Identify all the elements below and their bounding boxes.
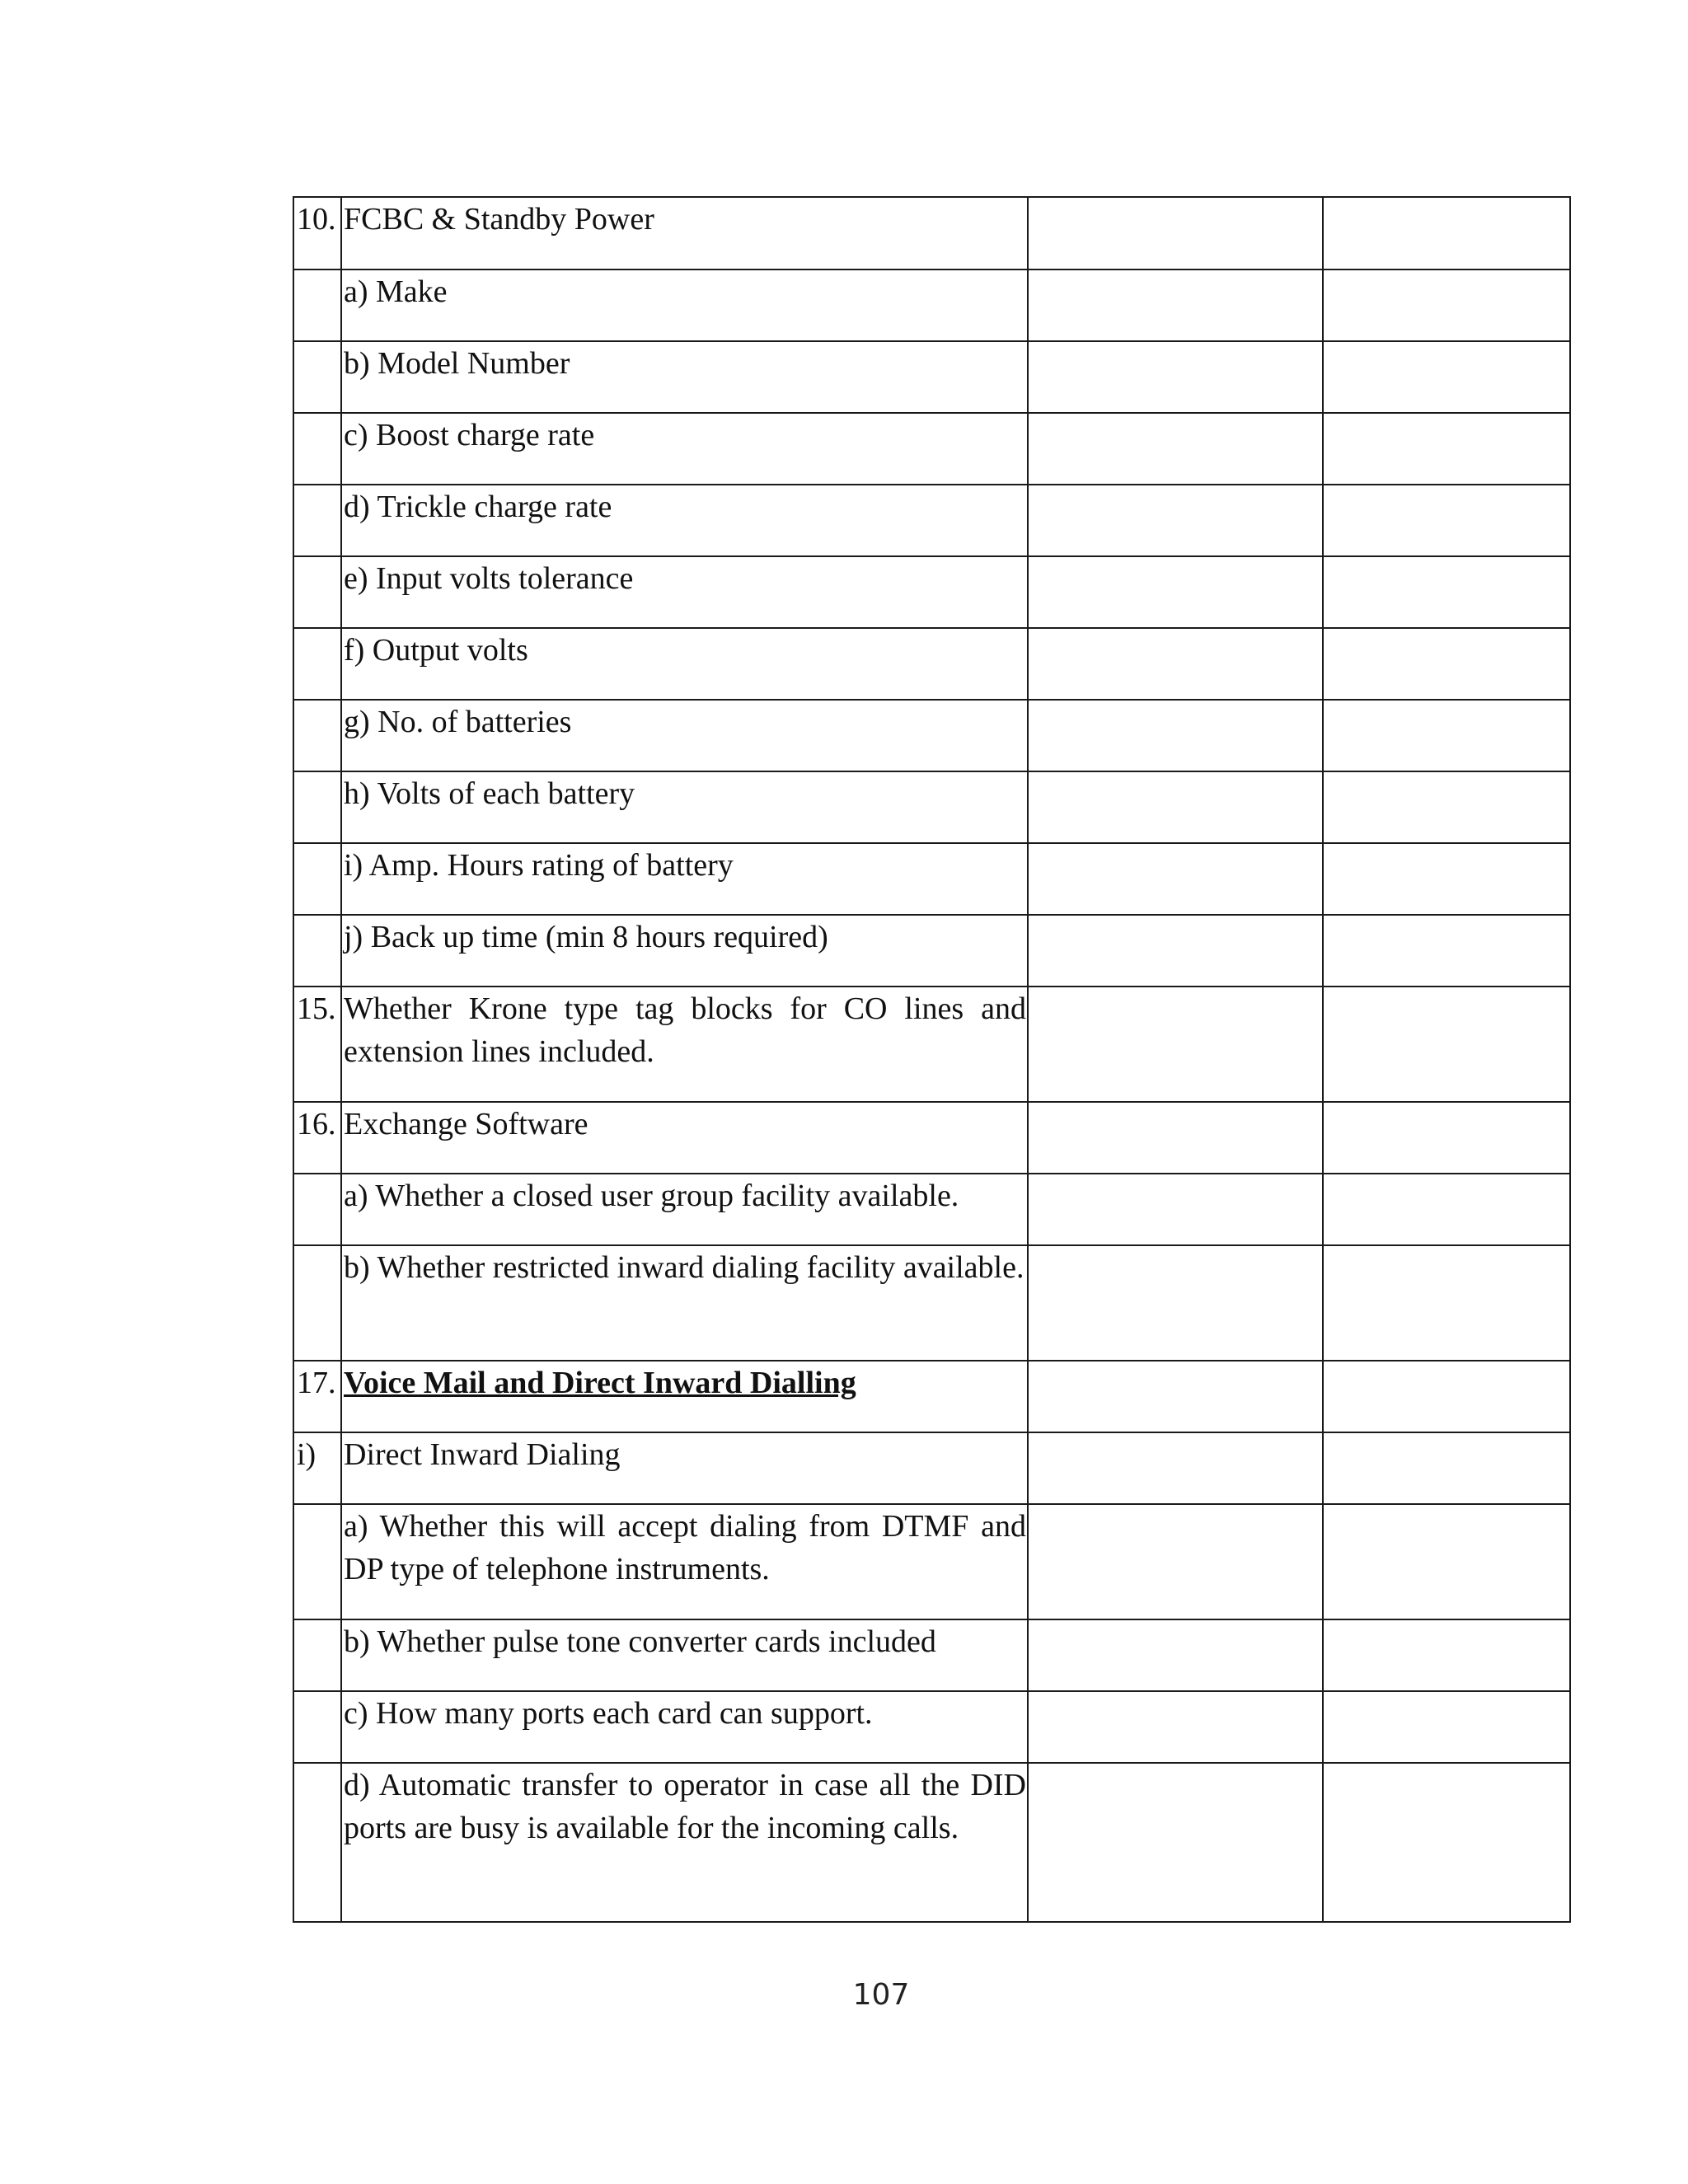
item-description: g) No. of batteries: [341, 700, 1028, 771]
item-number: i): [293, 1432, 341, 1504]
item-description: a) Whether a closed user group facility available.: [341, 1174, 1028, 1245]
remarks-cell: [1323, 556, 1570, 628]
item-number: [293, 1174, 341, 1245]
table-row: [293, 269, 1570, 341]
item-description: a) Whether this will accept dialing from DTMF and DP type of telephone instruments.: [341, 1504, 1028, 1619]
table-row: [293, 771, 1570, 843]
item-description: i) Amp. Hours rating of battery: [341, 843, 1028, 915]
table-row: [293, 1504, 1570, 1619]
remarks-cell: [1323, 1619, 1570, 1691]
table-row: [293, 413, 1570, 485]
table-row: [293, 1245, 1570, 1361]
remarks-cell: [1323, 1102, 1570, 1174]
response-cell: [1028, 1619, 1323, 1691]
response-cell: [1028, 1504, 1323, 1619]
response-cell: [1028, 413, 1323, 485]
table-row: [293, 1174, 1570, 1245]
item-number: 17.: [293, 1361, 341, 1432]
item-description: c) How many ports each card can support.: [341, 1691, 1028, 1763]
item-description: a) Make: [341, 269, 1028, 341]
item-number: [293, 700, 341, 771]
item-description: j) Back up time (min 8 hours required): [341, 915, 1028, 987]
table-row: [293, 628, 1570, 700]
item-description: b) Model Number: [341, 341, 1028, 413]
remarks-cell: [1323, 628, 1570, 700]
item-description: d) Automatic transfer to operator in case all the DID ports are busy is available for the incoming calls.: [341, 1763, 1028, 1922]
item-description: Exchange Software: [341, 1102, 1028, 1174]
remarks-cell: [1323, 269, 1570, 341]
item-number: [293, 1245, 341, 1361]
table-row: [293, 1361, 1570, 1432]
remarks-cell: [1323, 1361, 1570, 1432]
item-number: 10.: [293, 197, 341, 269]
item-number: [293, 1691, 341, 1763]
table-row: [293, 341, 1570, 413]
remarks-cell: [1323, 843, 1570, 915]
remarks-cell: [1323, 1504, 1570, 1619]
remarks-cell: [1323, 987, 1570, 1102]
page-number: 107: [852, 1978, 910, 2012]
response-cell: [1028, 843, 1323, 915]
remarks-cell: [1323, 485, 1570, 556]
response-cell: [1028, 1691, 1323, 1763]
table-row: [293, 1432, 1570, 1504]
response-cell: [1028, 1361, 1323, 1432]
item-description: b) Whether pulse tone converter cards included: [341, 1619, 1028, 1691]
response-cell: [1028, 197, 1323, 269]
specification-table-body: [293, 197, 1570, 1922]
item-description: Whether Krone type tag blocks for CO lines and extension lines included.: [341, 987, 1028, 1102]
remarks-cell: [1323, 197, 1570, 269]
item-number: [293, 269, 341, 341]
item-number: [293, 556, 341, 628]
remarks-cell: [1323, 1432, 1570, 1504]
table-row: [293, 843, 1570, 915]
response-cell: [1028, 771, 1323, 843]
item-number: [293, 843, 341, 915]
item-number: [293, 1619, 341, 1691]
item-number: [293, 1504, 341, 1619]
item-number: [293, 341, 341, 413]
item-number: 16.: [293, 1102, 341, 1174]
response-cell: [1028, 556, 1323, 628]
item-description: c) Boost charge rate: [341, 413, 1028, 485]
item-number: [293, 1763, 341, 1922]
table-row: [293, 700, 1570, 771]
response-cell: [1028, 915, 1323, 987]
specification-table: [293, 196, 1571, 1923]
item-description: FCBC & Standby Power: [341, 197, 1028, 269]
response-cell: [1028, 341, 1323, 413]
table-row: [293, 556, 1570, 628]
item-description: h) Volts of each battery: [341, 771, 1028, 843]
item-number: [293, 485, 341, 556]
remarks-cell: [1323, 413, 1570, 485]
response-cell: [1028, 485, 1323, 556]
table-row: [293, 987, 1570, 1102]
remarks-cell: [1323, 1174, 1570, 1245]
remarks-cell: [1323, 1763, 1570, 1922]
item-description: e) Input volts tolerance: [341, 556, 1028, 628]
remarks-cell: [1323, 341, 1570, 413]
response-cell: [1028, 1174, 1323, 1245]
table-row: [293, 1619, 1570, 1691]
section-heading: Voice Mail and Direct Inward Dialling: [341, 1361, 1028, 1432]
remarks-cell: [1323, 915, 1570, 987]
item-description: b) Whether restricted inward dialing facility available.: [341, 1245, 1028, 1361]
response-cell: [1028, 1102, 1323, 1174]
item-number: 15.: [293, 987, 341, 1102]
response-cell: [1028, 987, 1323, 1102]
response-cell: [1028, 1763, 1323, 1922]
item-number: [293, 771, 341, 843]
response-cell: [1028, 1432, 1323, 1504]
remarks-cell: [1323, 1245, 1570, 1361]
table-row: [293, 1691, 1570, 1763]
response-cell: [1028, 1245, 1323, 1361]
remarks-cell: [1323, 1691, 1570, 1763]
table-row: [293, 1102, 1570, 1174]
table-row: [293, 1763, 1570, 1922]
table-row: [293, 915, 1570, 987]
item-description: d) Trickle charge rate: [341, 485, 1028, 556]
table-row: [293, 197, 1570, 269]
remarks-cell: [1323, 700, 1570, 771]
item-description: f) Output volts: [341, 628, 1028, 700]
item-number: [293, 915, 341, 987]
item-number: [293, 628, 341, 700]
table-row: [293, 485, 1570, 556]
item-number: [293, 413, 341, 485]
item-description: Direct Inward Dialing: [341, 1432, 1028, 1504]
remarks-cell: [1323, 771, 1570, 843]
response-cell: [1028, 628, 1323, 700]
response-cell: [1028, 269, 1323, 341]
response-cell: [1028, 700, 1323, 771]
